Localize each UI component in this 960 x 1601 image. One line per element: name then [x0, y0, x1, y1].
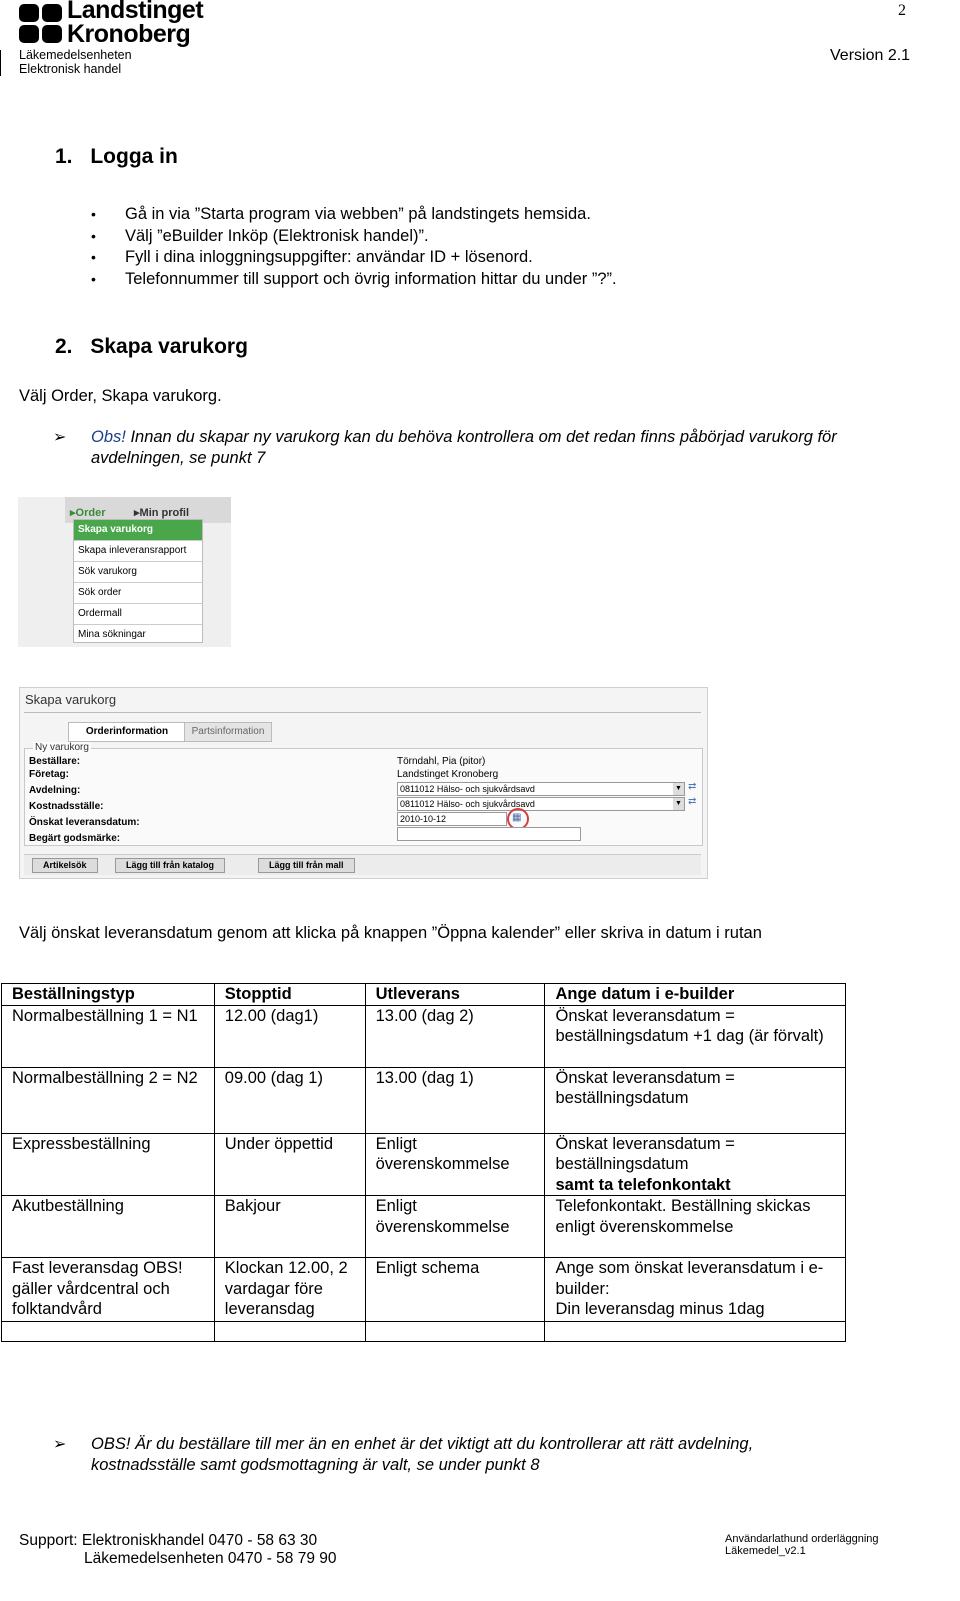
header-unit — [19, 48, 132, 76]
menu-item-mina-sokningar[interactable]: Mina sökningar — [78, 629, 146, 640]
section1-title: Logga in — [90, 145, 178, 168]
logo-text-line1: Landstinget — [67, 0, 204, 24]
section2-note — [91, 427, 921, 469]
new-cart-fieldset — [24, 742, 703, 846]
menu-screenshot — [18, 497, 231, 647]
table-cell: Önskat leveransdatum = beställningsdatum — [545, 1067, 846, 1133]
footer-unit: Läkemedelsenheten 0470 - 58 79 90 — [84, 1550, 337, 1567]
section2-heading — [55, 335, 248, 359]
header-divider — [0, 50, 1, 76]
menu-item-ordermall[interactable]: Ordermall — [74, 604, 202, 625]
table-cell: Under öppettid — [214, 1133, 365, 1196]
table-cell: Fast leveransdag OBS! gäller vårdcentral och folktandvård — [2, 1258, 215, 1322]
chevron-down-icon: ▼ — [673, 798, 684, 810]
table-cell: 09.00 (dag 1) — [214, 1067, 365, 1133]
table-cell: Normalbeställning 2 = N2 — [2, 1067, 215, 1133]
table-cell: Akutbeställning — [2, 1196, 215, 1258]
cell-extra-text: Din leveransdag minus 1dag — [555, 1300, 765, 1318]
table-cell — [2, 1322, 215, 1342]
page-number: 2 — [898, 2, 906, 19]
menu-item-sok-varukorg[interactable]: Sök varukorg — [74, 562, 202, 583]
section2-number: 2. — [55, 335, 73, 358]
calendar-icon: ▦ — [512, 812, 522, 823]
table-header-cell: Beställningstyp — [2, 984, 215, 1006]
section1-bullets — [91, 204, 911, 290]
note-text: Innan du skapar ny varukorg kan du behöva kontrollera om det redan finns påbörjad varukorg för avdelningen, se punkt 7 — [91, 428, 837, 467]
footer-support: Support: Elektroniskhandel 0470 - 58 63 30 — [19, 1532, 318, 1549]
orderer-value: Törndahl, Pia (pitor) — [397, 756, 486, 767]
footer-doc-name: Användarlathund orderläggning Läkemedel_v2.1 — [725, 1533, 879, 1557]
table-cell: Enligt schema — [365, 1258, 545, 1322]
section2-intro: Välj Order, Skapa varukorg. — [19, 387, 222, 405]
bullet-item: • Telefonnummer till support och övrig information hittar du under ”?”. — [91, 269, 911, 291]
arrow-bullet-icon: ➢ — [53, 1436, 67, 1453]
order-menu — [73, 519, 203, 643]
table-cell — [214, 1322, 365, 1342]
logo-text-line2: Kronoberg — [67, 20, 191, 48]
form-title: Skapa varukorg — [25, 692, 117, 707]
table-row — [2, 1196, 846, 1258]
costcenter-select[interactable]: 0811012 Hälso- och sjukvårdsavd ▼ — [397, 797, 685, 811]
menu-item-sok-order[interactable]: Sök order — [74, 583, 202, 604]
version-label: Version 2.1 — [830, 47, 911, 64]
cell-text: Önskat leveransdatum = beställningsdatum — [555, 1134, 735, 1173]
bullet-item: • Fyll i dina inloggningsuppgifter: användar ID + lösenord. — [91, 247, 911, 269]
chevron-down-icon: ▼ — [673, 783, 684, 795]
tab-order[interactable]: ▸Order — [70, 507, 106, 519]
form-labels — [29, 755, 140, 845]
footer-contacts — [19, 1532, 337, 1568]
cell-text: Ange som önskat leveransdatum i e-builder: — [555, 1259, 824, 1298]
fieldset-legend: Ny varukorg — [35, 742, 89, 753]
tab-partsinformation[interactable]: Partsinformation — [184, 722, 272, 742]
add-from-template-button[interactable]: Lägg till från mall — [258, 858, 355, 873]
label-avdelning: Avdelning: — [29, 785, 81, 796]
company-value: Landstinget Kronoberg — [397, 769, 499, 780]
table-cell: Klockan 12.00, 2 vardagar före leveransdag — [214, 1258, 365, 1322]
order-types-table — [1, 983, 846, 1342]
form-button-bar — [24, 854, 701, 875]
logo-mark-icon — [19, 2, 65, 46]
table-cell — [545, 1322, 846, 1342]
cell-bold-text: samt ta telefonkontakt — [555, 1175, 731, 1194]
menu-item-skapa-inleveransrapport[interactable]: Skapa inleveransrapport — [74, 541, 202, 562]
tab-min-profil[interactable]: ▸Min profil — [134, 507, 190, 519]
title-divider — [24, 712, 701, 713]
table-cell: Normalbeställning 1 = N1 — [2, 1005, 215, 1067]
menu-item-skapa-varukorg[interactable]: Skapa varukorg — [74, 520, 202, 541]
tab-orderinformation[interactable]: Orderinformation — [68, 722, 186, 742]
table-cell: 13.00 (dag 1) — [365, 1067, 545, 1133]
table-cell — [365, 1322, 545, 1342]
add-from-catalog-button[interactable]: Lägg till från katalog — [115, 858, 225, 873]
section2-title: Skapa varukorg — [90, 335, 248, 358]
bullet-item: • Välj ”eBuilder Inköp (Elektronisk handel)”. — [91, 226, 911, 248]
label-leveransdatum: Önskat leveransdatum: — [29, 817, 140, 828]
table-header-row — [2, 984, 846, 1006]
table-cell: Enligt överenskommelse — [365, 1133, 545, 1196]
table-cell: Önskat leveransdatum = beställningsdatum +1 dag (är förvalt) — [545, 1005, 846, 1067]
note-lead: Obs! — [91, 428, 126, 446]
article-search-button[interactable]: Artikelsök — [32, 858, 98, 873]
create-cart-screenshot — [19, 687, 708, 879]
table-row — [2, 1005, 846, 1067]
unit-subname: Elektronisk handel — [19, 62, 122, 76]
table-row — [2, 1067, 846, 1133]
table-cell: 13.00 (dag 2) — [365, 1005, 545, 1067]
unit-name: Läkemedelsenheten — [19, 48, 132, 62]
instruction-text: Välj önskat leveransdatum genom att klicka på knappen ”Öppna kalender” eller skriva in datum i rutan — [19, 924, 762, 942]
arrow-bullet-icon: ➢ — [53, 429, 67, 446]
lookup-icon[interactable]: ⇄ — [688, 781, 697, 792]
table-header-cell: Stopptid — [214, 984, 365, 1006]
table-row — [2, 1258, 846, 1322]
table-cell — [545, 1258, 846, 1322]
table-header-cell: Utleverans — [365, 984, 545, 1006]
table-cell: Expressbeställning — [2, 1133, 215, 1196]
delivery-date-input[interactable]: 2010-10-12 — [397, 812, 507, 826]
section1-number: 1. — [55, 145, 73, 168]
section1-heading — [55, 145, 178, 169]
lookup-icon[interactable]: ⇄ — [688, 796, 697, 807]
label-bestallare: Beställare: — [29, 756, 81, 767]
table-cell: Bakjour — [214, 1196, 365, 1258]
table-cell: 12.00 (dag1) — [214, 1005, 365, 1067]
label-kostnadsstalle: Kostnadsställe: — [29, 801, 104, 812]
label-godsmarke: Begärt godsmärke: — [29, 833, 121, 844]
table-cell — [545, 1133, 846, 1196]
bullet-item: • Gå in via ”Starta program via webben” på landstingets hemsida. — [91, 204, 911, 226]
table-cell: Enligt överenskommelse — [365, 1196, 545, 1258]
goodsmark-input[interactable] — [397, 827, 581, 841]
department-select[interactable]: 0811012 Hälso- och sjukvårdsavd ▼ — [397, 782, 685, 796]
table-row-empty — [2, 1322, 846, 1342]
label-foretag: Företag: — [29, 769, 69, 780]
table-header-cell: Ange datum i e-builder — [545, 984, 846, 1006]
org-logo — [19, 0, 209, 48]
obs-note: OBS! Är du beställare till mer än en enhet är det viktigt att du kontrollerar att rätt avdelning, kostnadsställe samt godsmottagning är valt, se under punkt 8 — [91, 1435, 754, 1474]
table-row — [2, 1133, 846, 1196]
table-cell: Telefonkontakt. Beställning skickas enligt överenskommelse — [545, 1196, 846, 1258]
